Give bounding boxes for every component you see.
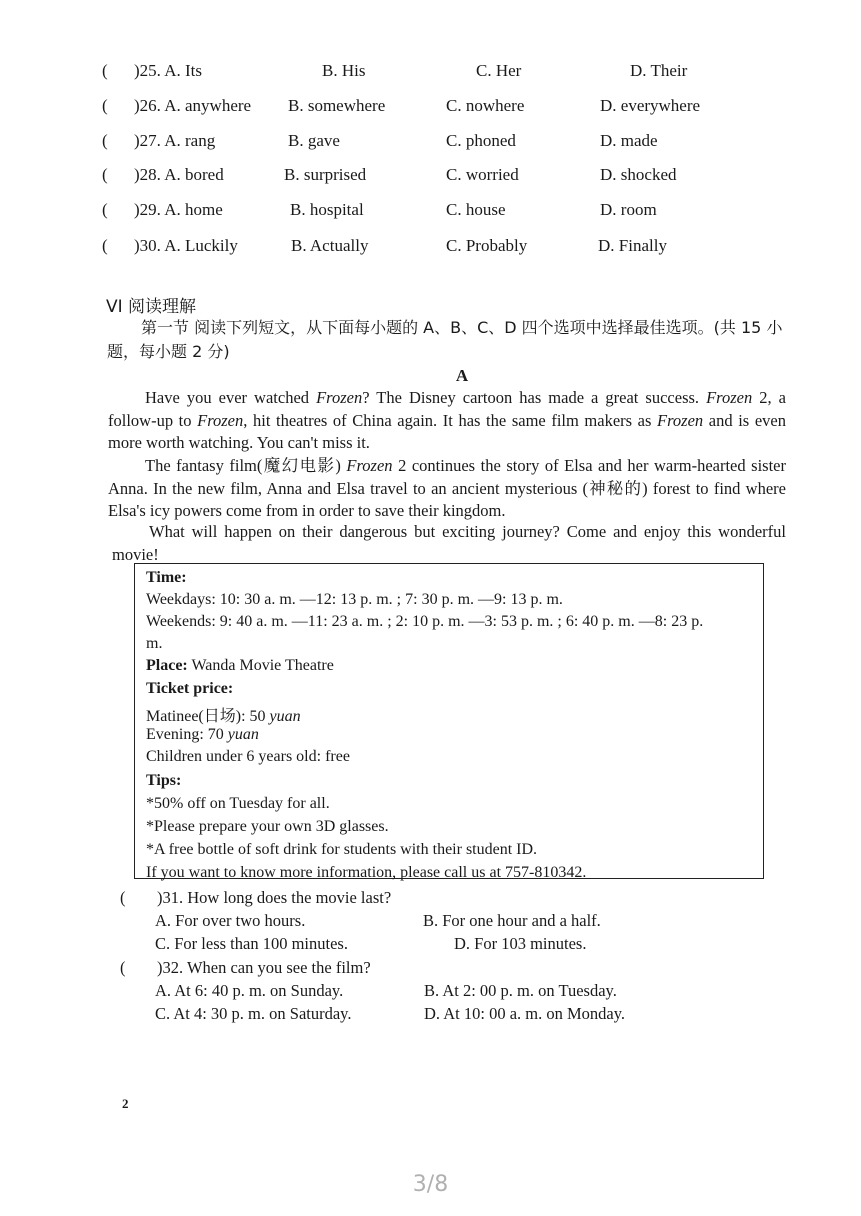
option-c: C. house <box>446 200 506 219</box>
answer-paren: ( <box>102 236 108 255</box>
price-text: Evening: 70 <box>146 726 228 743</box>
text-run: 2 continues the story of Elsa and her warm-hearted sister Anna. In the new film, Anna and Elsa travel to an ancient mysterious (神秘的) forest to find where Elsa's icy powers come from in order to save their kingdom. <box>108 456 786 520</box>
option-row-27 <box>0 131 861 157</box>
option-row-30 <box>0 236 861 262</box>
tip-1: *50% off on Tuesday for all. <box>146 795 330 812</box>
option-d: D. made <box>600 131 658 150</box>
passage-paragraph-3: What will happen on their dangerous but exciting journey? Come and enjoy this wonderful movie! <box>112 522 786 564</box>
tip-3: *A free bottle of soft drink for students with their student ID. <box>146 841 538 858</box>
evening-price <box>146 726 259 744</box>
answer-paren: ( <box>102 131 108 150</box>
movie-title: Frozen <box>197 410 244 430</box>
text-run: ? The Disney cartoon has made a great success. <box>362 388 707 407</box>
passage-paragraph-1 <box>108 387 786 455</box>
contact-line: If you want to know more information, please call us at 757-810342. <box>146 864 587 881</box>
passage-label: A <box>455 366 469 385</box>
option-b: B. His <box>322 61 366 80</box>
question-31-stem: )31. How long does the movie last? <box>157 888 392 907</box>
text-run: The fantasy film(魔幻电影) <box>145 456 347 475</box>
q32-option-b: B. At 2: 00 p. m. on Tuesday. <box>424 981 617 1000</box>
weekdays-schedule: Weekdays: 10: 30 a. m. —12: 13 p. m. ; 7: 30 p. m. —9: 13 p. m. <box>146 591 563 608</box>
movie-title: Frozen <box>657 410 704 430</box>
answer-paren: ( <box>102 61 108 80</box>
matinee-price <box>146 703 301 726</box>
tip-2: *Please prepare your own 3D glasses. <box>146 818 389 835</box>
section-instruction: 第一节 阅读下列短文，从下面每小题的 A、B、C、D 四个选项中选择最佳选项。(共 15 小题，每小题 2 分) <box>107 318 783 361</box>
price-unit: yuan <box>269 708 301 725</box>
passage-paragraph-2 <box>108 455 786 523</box>
label-text: Tips: <box>146 772 182 789</box>
place-value: Wanda Movie Theatre <box>187 657 334 674</box>
option-d: D. everywhere <box>600 96 701 115</box>
ticket-price-label <box>146 680 233 698</box>
answer-paren: ( <box>102 200 108 219</box>
option-a: )26. A. anywhere <box>134 96 252 115</box>
answer-paren: ( <box>120 958 126 977</box>
text-run: Have you ever watched <box>145 388 317 407</box>
option-d: D. shocked <box>600 165 677 184</box>
text-run: 2, a follow-up to <box>108 388 786 430</box>
option-row-29 <box>0 200 861 226</box>
text-run: , hit theatres of China again. It has the same film makers as <box>243 410 658 430</box>
option-c: C. Probably <box>446 236 528 255</box>
option-a: )30. A. Luckily <box>134 236 238 255</box>
time-label <box>146 569 187 587</box>
page-number: 2 <box>122 1096 129 1111</box>
option-c: C. worried <box>446 165 519 184</box>
q32-option-c: C. At 4: 30 p. m. on Saturday. <box>155 1004 352 1023</box>
option-a: )28. A. bored <box>134 165 224 184</box>
q31-option-b: B. For one hour and a half. <box>423 911 601 930</box>
weekends-schedule: Weekends: 9: 40 a. m. —11: 23 a. m. ; 2: 10 p. m. —3: 53 p. m. ; 6: 40 p. m. —8: 23 p. <box>146 613 704 630</box>
weekends-schedule-cont: m. <box>146 635 163 652</box>
movie-title: Frozen <box>316 388 363 407</box>
q31-option-a: A. For over two hours. <box>155 911 306 930</box>
tips-label <box>146 772 181 790</box>
section-heading: VI 阅读理解 <box>106 297 197 317</box>
answer-paren: ( <box>102 96 108 115</box>
text-run: and is even more worth watching. You can't miss it. <box>108 410 786 452</box>
option-c: C. phoned <box>446 131 516 150</box>
answer-paren: ( <box>120 888 126 907</box>
answer-paren: ( <box>102 165 108 184</box>
option-b: B. hospital <box>290 200 364 219</box>
place-line <box>146 657 334 675</box>
option-b: B. somewhere <box>288 96 386 115</box>
option-row-26 <box>0 96 861 122</box>
price-unit: yuan <box>227 726 259 743</box>
viewer-page-indicator: 3/8 <box>412 1172 449 1197</box>
option-d: D. Their <box>630 61 688 80</box>
option-row-28 <box>0 165 861 191</box>
q32-option-d: D. At 10: 00 a. m. on Monday. <box>424 1004 626 1023</box>
label-text: Time: <box>146 569 187 586</box>
movie-title: Frozen <box>706 388 753 407</box>
option-a: )29. A. home <box>134 200 223 219</box>
option-c: C. Her <box>476 61 522 80</box>
option-d: D. Finally <box>598 236 667 255</box>
option-d: D. room <box>600 200 657 219</box>
children-price: Children under 6 years old: free <box>146 748 350 765</box>
option-a: )25. A. Its <box>134 61 202 80</box>
label-text: Ticket price: <box>146 680 234 697</box>
q31-option-c: C. For less than 100 minutes. <box>155 934 348 953</box>
movie-title: Frozen <box>346 456 393 475</box>
option-b: B. Actually <box>291 236 369 255</box>
option-row-25 <box>0 61 861 87</box>
option-b: B. gave <box>288 131 340 150</box>
label-text: Place: <box>146 657 188 674</box>
question-32-stem: )32. When can you see the film? <box>157 958 371 977</box>
q32-option-a: A. At 6: 40 p. m. on Sunday. <box>155 981 344 1000</box>
option-b: B. surprised <box>284 165 367 184</box>
q31-option-d: D. For 103 minutes. <box>454 934 587 953</box>
option-c: C. nowhere <box>446 96 525 115</box>
option-a: )27. A. rang <box>134 131 216 150</box>
price-text: Matinee(日场): 50 <box>146 708 270 725</box>
